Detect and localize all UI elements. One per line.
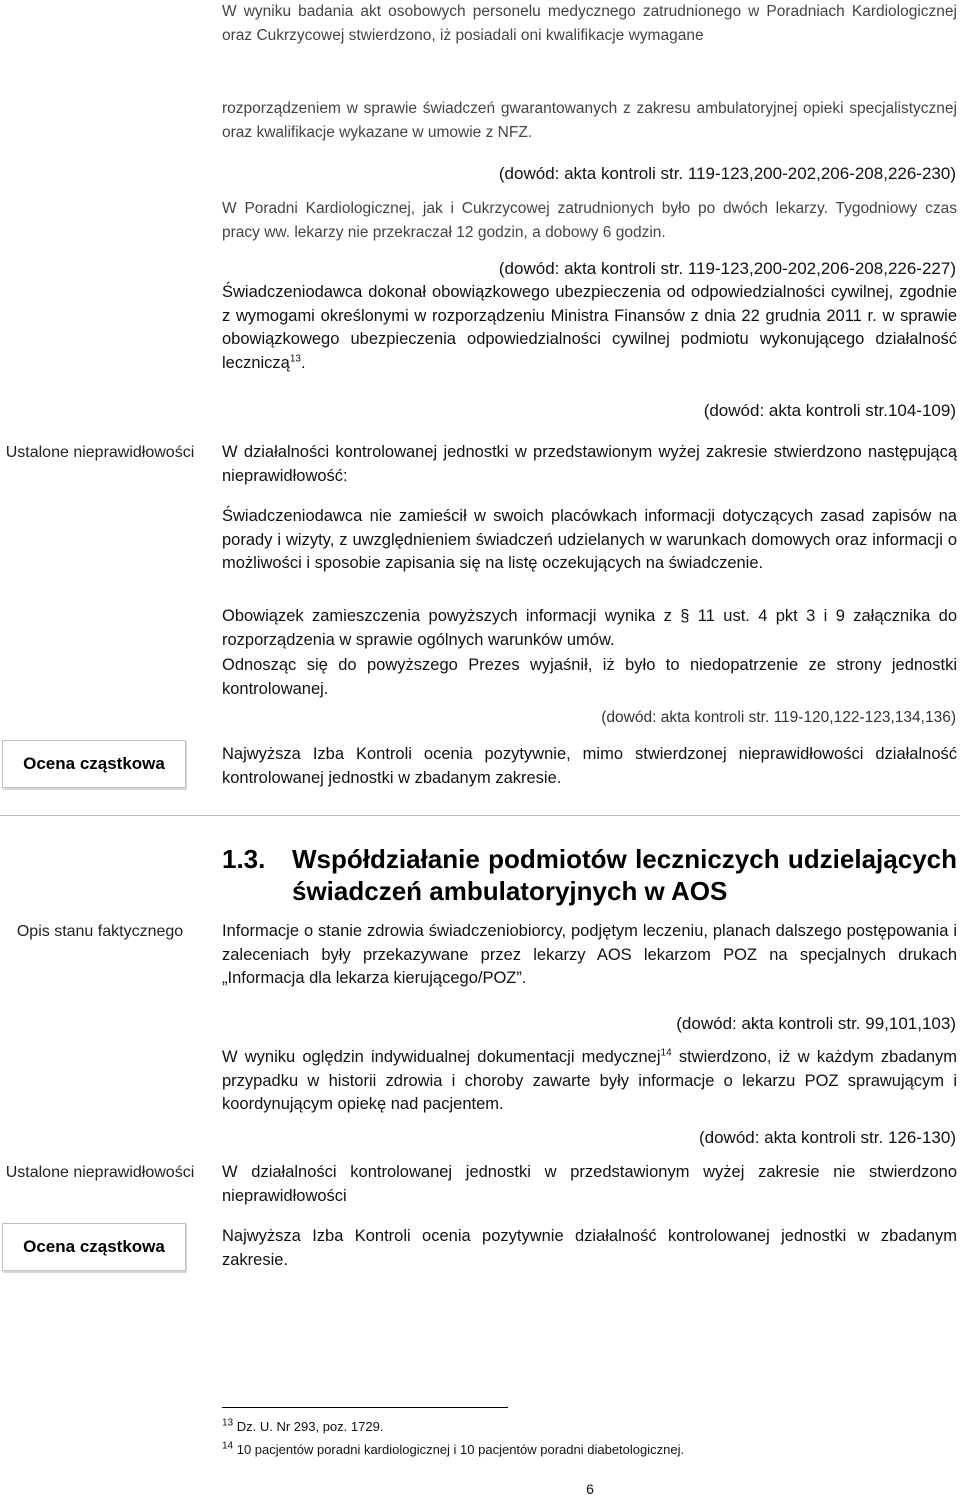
information-paragraph: Informacje o stanie zdrowia świadczeniobiorcy, podjętym leczeniu, planach dalszego postępowania i zaleceniach były przekazywane przez lekarzy AOS lekarzom POZ na specjalnych drukach „Informacja dla lekarza kierującego/POZ”.	[222, 922, 957, 987]
page-number: 6	[586, 1481, 594, 1497]
footnote-13	[222, 1418, 383, 1435]
president-explanation-paragraph: Odnosząc się do powyższego Prezes wyjaśnił, iż było to niedopatrzenie ze strony jednostki kontrolowanej.	[222, 656, 957, 698]
inspection-paragraph-text-b: stwierdzono, iż w każdym zbadanym przypadku w historii zdrowia i choroby zawarte były informacje o lekarzu POZ sprawującym i koordynującym opiekę nad pacjentem.	[222, 1048, 957, 1113]
section-heading	[222, 843, 957, 907]
regulation-paragraph: rozporządzeniem w sprawie świadczeń gwarantowanych z zakresu ambulatoryjnej opieki specjalistycznej oraz kwalifikacje wykazane w umowie z NFZ.	[222, 100, 957, 141]
section-number: 1.3.	[222, 844, 266, 874]
obligation-paragraph: Obowiązek zamieszczenia powyższych informacji wynika z § 11 ust. 4 pkt 3 i 9 załącznika do rozporządzenia w sprawie ogólnych warunków umów.	[222, 607, 957, 649]
inspection-paragraph	[222, 1046, 957, 1117]
partial-assessment-box-2: Ocena cząstkowa	[2, 1223, 186, 1271]
insurance-paragraph-end: .	[301, 353, 306, 372]
rules-paragraph: Świadczeniodawca nie zamieścił w swoich placówkach informacji dotyczących zasad zapisów na porady i wizyty, z uwzględnieniem świadczeń udzielanych w warunkach domowych oraz informacji o możliwości i sposobie zapisania się na listę oczekujących na świadczenie.	[222, 507, 957, 572]
clinics-paragraph: W Poradni Kardiologicznej, jak i Cukrzycowej zatrudnionych było po dwóch lekarzy. Tygodniowy czas pracy ww. lekarzy nie przekraczał 12 godzin, a dobowy 6 godzin.	[222, 200, 957, 241]
evidence-reference-3: (dowód: akta kontroli str.104-109)	[703, 401, 956, 420]
evidence-reference-4: (dowód: akta kontroli str. 119-120,122-123,134,136)	[601, 709, 956, 726]
nik-assessment-paragraph-1: Najwyższa Izba Kontroli ocenia pozytywnie, mimo stwierdzonej nieprawidłowości działalność kontrolowanej jednostki w zbadanym zakresie.	[222, 745, 957, 787]
section-divider	[0, 815, 960, 816]
footnote-14	[222, 1441, 684, 1458]
footnote-ref-14: 14	[660, 1047, 672, 1059]
footnote-ref-13: 13	[289, 353, 301, 364]
inspection-paragraph-text-a: W wyniku oględzin indywidualnej dokumentacji medycznej	[222, 1048, 661, 1066]
section-title: Współdziałanie podmiotów leczniczych udzielających świadczeń ambulatoryjnych w AOS	[292, 844, 957, 906]
footnote-14-number: 14	[222, 1440, 234, 1452]
footnote-13-text: Dz. U. Nr 293, poz. 1729.	[233, 1419, 384, 1434]
side-label-facts: Opis stanu faktycznego	[16, 923, 184, 940]
side-label-irregularities-1: Ustalone nieprawidłowości	[5, 444, 195, 461]
insurance-paragraph	[222, 281, 957, 375]
evidence-reference-5: (dowód: akta kontroli str. 99,101,103)	[676, 1014, 956, 1033]
irregularity-intro-paragraph: W działalności kontrolowanej jednostki w przedstawionym wyżej zakresie stwierdzono następującą nieprawidłowość:	[222, 443, 957, 485]
footnote-separator	[222, 1407, 508, 1408]
side-label-irregularities-2: Ustalone nieprawidłowości	[5, 1164, 195, 1181]
evidence-reference-2: (dowód: akta kontroli str. 119-123,200-202,206-208,226-227)	[498, 259, 956, 278]
nik-assessment-paragraph-2: Najwyższa Izba Kontroli ocenia pozytywnie działalność kontrolowanej jednostki w zbadanym zakresie.	[222, 1227, 957, 1269]
footnote-13-number: 13	[222, 1417, 234, 1429]
evidence-reference-6: (dowód: akta kontroli str. 126-130)	[698, 1128, 956, 1147]
footnote-14-text: 10 pacjentów poradni kardiologicznej i 10 pacjentów poradni diabetologicznej.	[233, 1442, 685, 1457]
partial-assessment-box-1: Ocena cząstkowa	[2, 740, 186, 788]
insurance-paragraph-text: Świadczeniodawca dokonał obowiązkowego ubezpieczenia od odpowiedzialności cywilnej, zgodnie z wymogami określonymi w rozporządzeniu Ministra Finansów z dnia 22 grudnia 2011 r. w sprawie obowiązkowego ubezpieczenia odpowiedzialności cywilnej podmiotu wykonującego działalność leczniczą	[222, 283, 957, 372]
intro-paragraph: W wyniku badania akt osobowych personelu medycznego zatrudnionego w Poradniach Kardiologicznej oraz Cukrzycowej stwierdzono, iż posiadali oni kwalifikacje wymagane	[222, 3, 957, 44]
no-irregularities-paragraph: W działalności kontrolowanej jednostki w przedstawionym wyżej zakresie nie stwierdzono nieprawidłowości	[222, 1163, 957, 1205]
evidence-reference-1: (dowód: akta kontroli str. 119-123,200-202,206-208,226-230)	[498, 164, 956, 183]
